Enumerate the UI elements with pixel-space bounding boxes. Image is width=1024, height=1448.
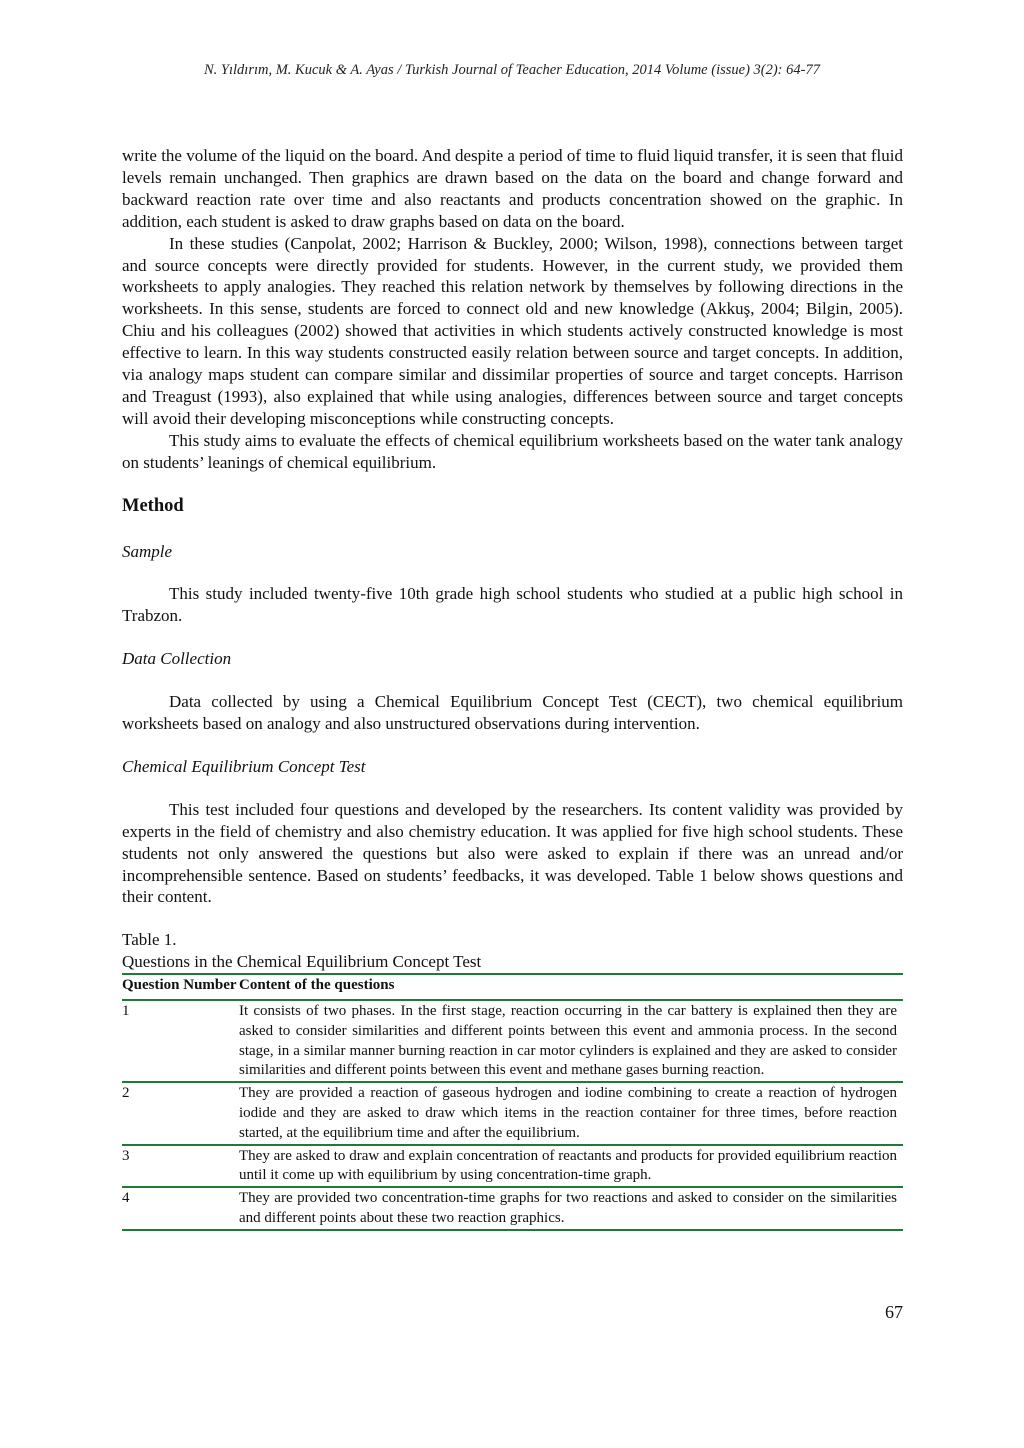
question-content: They are asked to draw and explain concentration of reactants and products for provided equilibrium reaction until it come up with equilibrium by using concentration-time graph. <box>239 1147 897 1184</box>
question-content: It consists of two phases. In the first stage, reaction occurring in the car battery is explained then they are asked to consider similarities and different points between this event and ammonia process. In the second stage, in a similar manner burning reaction in car motor cylinders is explained and they are asked to consider similarities and different points between this event and methane gases burning reaction. <box>239 1002 897 1079</box>
question-number: 4 <box>122 1190 130 1207</box>
question-content: They are provided two concentration-time graphs for two reactions and asked to consider on the similarities and different points about these two reaction graphics. <box>239 1190 897 1226</box>
running-header: N. Yıldırım, M. Kucuk & A. Ayas / Turkish Journal of Teacher Education, 2014 Volume (issue) 3(2): 64-77 <box>204 62 820 78</box>
body-text <box>122 145 903 1231</box>
paragraph-continuation: write the volume of the liquid on the board. And despite a period of time to fluid liquid transfer, it is seen that fluid levels remain unchanged. Then graphics are drawn based on the data on the board and change forward and backward reaction rate over time and also reactants and products concentration showed on the graphic. In addition, each student is asked to draw graphs based on data on the board. <box>122 146 903 231</box>
paragraph-aim: This study aims to evaluate the effects of chemical equilibrium worksheets based on the water tank analogy on students’ leanings of chemical equilibrium. <box>122 430 903 472</box>
question-content: They are provided a reaction of gaseous hydrogen and iodine combining to create a reaction of hydrogen iodide and they are asked to draw which items in the reaction container for three times, before reaction started, at the equilibrium time and after the equilibrium. <box>239 1085 897 1141</box>
table-row <box>122 1000 903 1082</box>
column-header-question-number: Question Number <box>122 977 237 994</box>
cect-heading: Chemical Equilibrium Concept Test <box>122 756 366 776</box>
table-header-row <box>122 974 903 1000</box>
table-label: Table 1. <box>122 930 177 950</box>
paragraph-studies: In these studies (Canpolat, 2002; Harrison & Buckley, 2000; Wilson, 1998), connections between target and source concepts were directly provided for students. However, in the current study, we provided them worksheets to apply analogies. They reached this relation network by themselves by following directions in the worksheets. In this sense, students are forced to connect old and new knowledge (Akkuş, 2004; Bilgin, 2005). Chiu and his colleagues (2002) showed that activities in which students actively constructed knowledge is most effective to learn. In this way students constructed easily relation between source and target concepts. In addition, via analogy maps student can compare similar and dissimilar properties of source and target concepts. Harrison and Treagust (1993), also explained that while using analogies, differences between source and target concepts will avoid their developing misconceptions while constructing concepts. <box>122 233 903 428</box>
data-collection-paragraph: Data collected by using a Chemical Equilibrium Concept Test (CECT), two chemical equilibrium worksheets based on analogy and also unstructured observations during intervention. <box>122 692 903 734</box>
sample-paragraph: This study included twenty-five 10th grade high school students who studied at a public high school in Trabzon. <box>122 584 903 626</box>
data-collection-heading: Data Collection <box>122 649 232 669</box>
question-number: 2 <box>122 1085 130 1102</box>
cect-paragraph: This test included four questions and developed by the researchers. Its content validity was provided by experts in the field of chemistry and also chemistry education. It was applied for five high school students. These students not only answered the questions but also were asked to explain if there was an unread and/or incomprehensible sentence. Based on students’ feedbacks, it was developed. Table 1 below shows questions and their content. <box>122 799 903 907</box>
table-row <box>122 1082 903 1144</box>
sample-heading: Sample <box>122 541 173 561</box>
table-row <box>122 1145 903 1188</box>
method-heading: Method <box>122 495 184 516</box>
question-number: 1 <box>122 1002 130 1019</box>
page-number: 67 <box>885 1302 903 1322</box>
table-title: Questions in the Chemical Equilibrium Concept Test <box>122 952 482 972</box>
question-number: 3 <box>122 1147 130 1164</box>
column-header-content: Content of the questions <box>239 977 395 994</box>
table-row <box>122 1187 903 1230</box>
questions-table <box>122 973 903 1231</box>
